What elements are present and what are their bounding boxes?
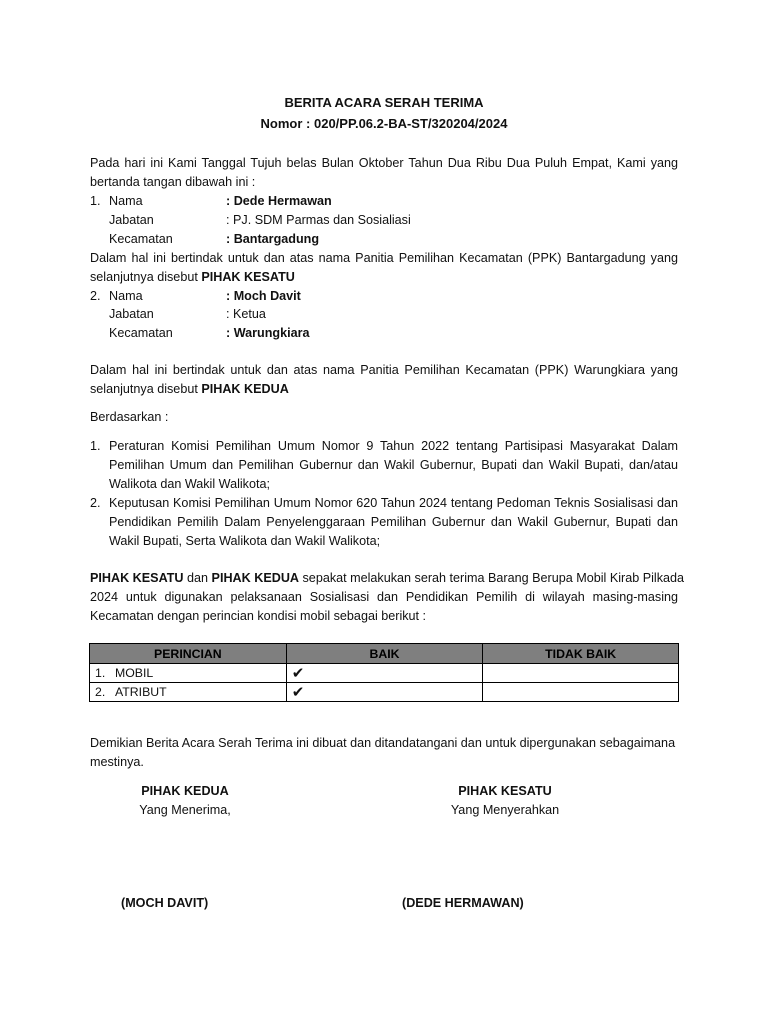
party1-nama-value: : Dede Hermawan	[226, 194, 332, 208]
condition-table	[89, 643, 679, 702]
party1-jabatan-label: Jabatan	[109, 213, 154, 227]
party1-number: 1.	[90, 194, 101, 208]
table-header-row	[90, 644, 679, 664]
check-icon: ✔	[286, 683, 483, 702]
party1-role: PIHAK KESATU	[201, 270, 295, 284]
party2-kecamatan-value: : Warungkiara	[226, 326, 310, 340]
document-title: BERITA ACARA SERAH TERIMA	[284, 95, 484, 110]
party1-kecamatan-label: Kecamatan	[109, 232, 173, 246]
header-tidak-baik: TIDAK BAIK	[483, 644, 679, 664]
reference-1-number: 1.	[90, 439, 101, 453]
party2-role: PIHAK KEDUA	[201, 382, 289, 396]
party2-jabatan-value: : Ketua	[226, 307, 266, 321]
party2-nama-label: Nama	[109, 289, 143, 303]
reference-2-line-1: Keputusan Komisi Pemilihan Umum Nomor 620 Tahun 2024 tentang Pedoman Teknis Sosialisasi dan	[109, 496, 678, 510]
signature-left-title: PIHAK KEDUA	[141, 784, 229, 798]
party1-nama-label: Nama	[109, 194, 143, 208]
party1-desc-line-2: selanjutnya disebut PIHAK KESATU	[90, 270, 295, 284]
reference-1-line-3: Walikota dan Wakil Walikota;	[109, 477, 270, 491]
agreement-party-kedua: PIHAK KEDUA	[211, 571, 300, 585]
document-number: Nomor : 020/PP.06.2-BA-ST/320204/2024	[260, 116, 508, 131]
party2-nama-value: : Moch Davit	[226, 289, 301, 303]
agreement-party-kesatu: PIHAK KESATU	[90, 571, 184, 585]
party2-desc-line-1: Dalam hal ini bertindak untuk dan atas nama Panitia Pemilihan Kecamatan (PPK) Warungkiara yang	[90, 363, 678, 377]
signature-left-role: Yang Menerima,	[139, 803, 231, 817]
row-tidak-baik	[483, 683, 679, 702]
signature-right-role: Yang Menyerahkan	[450, 803, 560, 817]
header-baik: BAIK	[286, 644, 483, 664]
row-item: 2. ATRIBUT	[90, 683, 287, 702]
closing-line-2: mestinya.	[90, 755, 144, 769]
row-tidak-baik	[483, 664, 679, 683]
check-icon: ✔	[286, 664, 483, 683]
party1-desc-line-1: Dalam hal ini bertindak untuk dan atas nama Panitia Pemilihan Kecamatan (PPK) Bantargadung yang	[90, 251, 678, 265]
signature-right-name: (DEDE HERMAWAN)	[402, 896, 524, 910]
party2-jabatan-label: Jabatan	[109, 307, 154, 321]
table-row	[90, 683, 679, 702]
party2-desc-line-2: selanjutnya disebut PIHAK KEDUA	[90, 382, 289, 396]
reference-2-line-2: Pendidikan Pemilih Dalam Penyelenggaraan Pemilihan Gubernur dan Wakil Gubernur, Bupati dan	[109, 515, 678, 529]
party2-number: 2.	[90, 289, 101, 303]
row-item: 1. MOBIL	[90, 664, 287, 683]
header-perincian: PERINCIAN	[90, 644, 287, 664]
reference-2-line-3: Wakil Bupati, Serta Walikota dan Wakil Walikota;	[109, 534, 381, 548]
reference-2-number: 2.	[90, 496, 101, 510]
party2-kecamatan-label: Kecamatan	[109, 326, 173, 340]
reference-1-line-2: Pemilihan Umum dan Pemilihan Gubernur dan Wakil Gubernur, Bupati dan Wakil Bupati, dan/atau	[109, 458, 678, 472]
berdasarkan-heading: Berdasarkan :	[90, 410, 169, 424]
agreement-line-1: PIHAK KESATU dan PIHAK KEDUA sepakat melakukan serah terima Barang Berupa Mobil Kirab Pilkada	[90, 571, 685, 585]
table-row	[90, 664, 679, 683]
signature-right-title: PIHAK KESATU	[458, 784, 552, 798]
agreement-line-3: Kecamatan dengan perincian kondisi mobil sebagai berikut :	[90, 609, 427, 623]
closing-line-1: Demikian Berita Acara Serah Terima ini dibuat dan ditandatangani dan untuk dipergunakan sebagaimana	[90, 736, 676, 750]
reference-1-line-1: Peraturan Komisi Pemilihan Umum Nomor 9 Tahun 2022 tentang Partisipasi Masyarakat Dalam	[109, 439, 678, 453]
intro-line-2: bertanda tangan dibawah ini :	[90, 175, 256, 189]
intro-line-1: Pada hari ini Kami Tanggal Tujuh belas Bulan Oktober Tahun Dua Ribu Dua Puluh Empat, Kami yang	[90, 156, 678, 170]
party1-kecamatan-value: : Bantargadung	[226, 232, 320, 246]
signature-left-name: (MOCH DAVIT)	[121, 896, 209, 910]
agreement-line-2: 2024 untuk digunakan pelaksanaan Sosialisasi dan Pendidikan Pemilih di wilayah masing-masing	[90, 590, 678, 604]
party1-jabatan-value: : PJ. SDM Parmas dan Sosialiasi	[226, 213, 411, 227]
